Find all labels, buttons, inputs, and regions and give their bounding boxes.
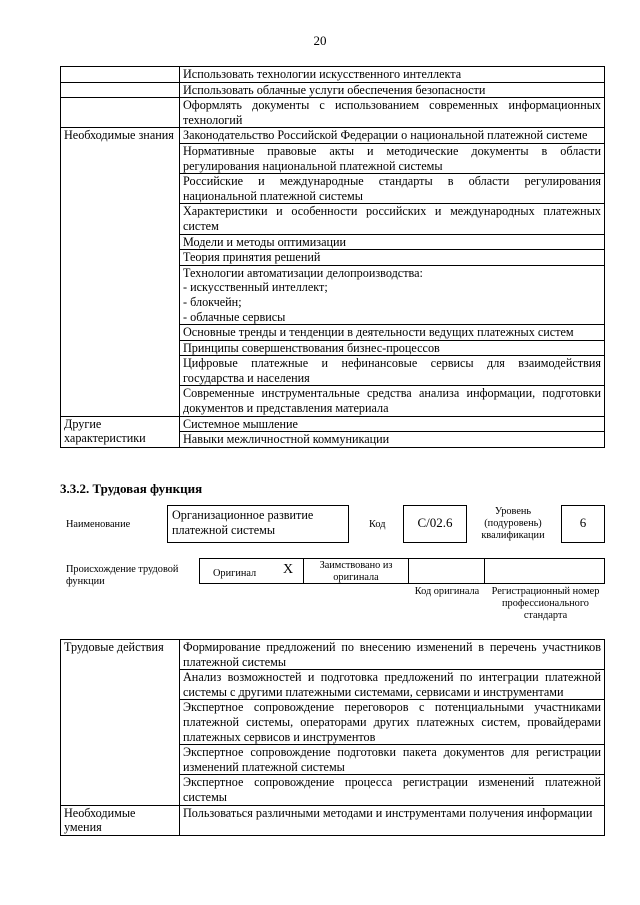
row-item: Современные инструментальные средства анализа информации, подготовки документов и представления материала [180, 386, 605, 416]
table-row [61, 416, 605, 432]
row-item: Технологии автоматизации делопроизводства: - искусственный интеллект; - блокчейн; - облачные сервисы [180, 265, 605, 324]
row-category-actions: Трудовые действия [61, 640, 180, 806]
row-item: Использовать облачные услуги обеспечения безопасности [180, 82, 605, 98]
row-item: Российские и международные стандарты в области регулирования национальной платежной системы [180, 174, 605, 204]
table-row [61, 805, 605, 835]
name-value: Организационное развитие платежной системы [167, 505, 349, 543]
skills-knowledge-table [60, 66, 605, 448]
row-item: Использовать технологии искусственного интеллекта [180, 67, 605, 83]
row-item: Экспертное сопровождение переговоров с потенциальными участниками платежной системы, операторами других платежных систем, провайдерами платежных сервисов и инструментов [180, 700, 605, 745]
row-item: Цифровые платежные и нефинансовые сервисы для взаимодействия государства и населения [180, 356, 605, 386]
row-item: Нормативные правовые акты и методические документы в области регулирования национальной платежной системы [180, 143, 605, 173]
original-mark: X [283, 562, 294, 577]
row-item: Характеристики и особенности российских и международных платежных систем [180, 204, 605, 234]
name-label: Наименование [66, 519, 131, 530]
level-value: 6 [561, 505, 605, 543]
row-item: Формирование предложений по внесению изменений в перечень участников платежной системы [180, 640, 605, 670]
section-title: 3.3.2. Трудовая функция [60, 481, 203, 496]
row-category-knowledge: Необходимые знания [61, 128, 180, 416]
row-item: Оформлять документы с использованием современных информационных технологий [180, 98, 605, 128]
row-category [61, 82, 180, 98]
table-row [61, 98, 605, 128]
table-row [61, 640, 605, 670]
row-item: Экспертное сопровождение процесса регистрации изменений платежной системы [180, 775, 605, 805]
row-item: Системное мышление [180, 416, 605, 432]
row-item: Модели и методы оптимизации [180, 234, 605, 250]
row-item: Анализ возможностей и подготовка предложений по интеграции платежной системы с другими платежными системами, сервисами и инструментами [180, 670, 605, 700]
row-item: Основные тренды и тенденции в деятельности ведущих платежных систем [180, 325, 605, 341]
row-category [61, 67, 180, 83]
original-label: Оригинал [213, 568, 257, 579]
divider [303, 559, 304, 583]
row-item: Навыки межличностной коммуникации [180, 432, 605, 448]
origin-row [199, 558, 605, 584]
borrowed-label: Заимствовано из оригинала [319, 560, 393, 583]
labor-actions-table [60, 639, 605, 836]
row-category-skills: Необходимые умения [61, 805, 180, 835]
reg-number-label: Регистрационный номер профессионального стандарта [491, 586, 600, 621]
table-row [61, 67, 605, 83]
divider [408, 559, 409, 583]
page-number: 20 [313, 33, 327, 48]
row-item: Экспертное сопровождение подготовки пакета документов для регистрации изменений платежной системы [180, 745, 605, 775]
code-label: Код [369, 519, 386, 530]
row-item: Теория принятия решений [180, 250, 605, 266]
row-item: Законодательство Российской Федерации о национальной платежной системе [180, 128, 605, 144]
level-label: Уровень (подуровень) квалификации [481, 506, 545, 541]
divider [484, 559, 485, 583]
row-category-other: Другие характеристики [61, 416, 180, 447]
row-item: Пользоваться различными методами и инструментами получения информации [180, 805, 605, 835]
table-row [61, 82, 605, 98]
code-original-label: Код оригинала [414, 586, 480, 597]
row-category [61, 98, 180, 128]
table-row [61, 128, 605, 144]
origin-label: Происхождение трудовой функции [66, 564, 179, 587]
code-value: C/02.6 [403, 505, 467, 543]
row-item: Принципы совершенствования бизнес-процессов [180, 340, 605, 356]
